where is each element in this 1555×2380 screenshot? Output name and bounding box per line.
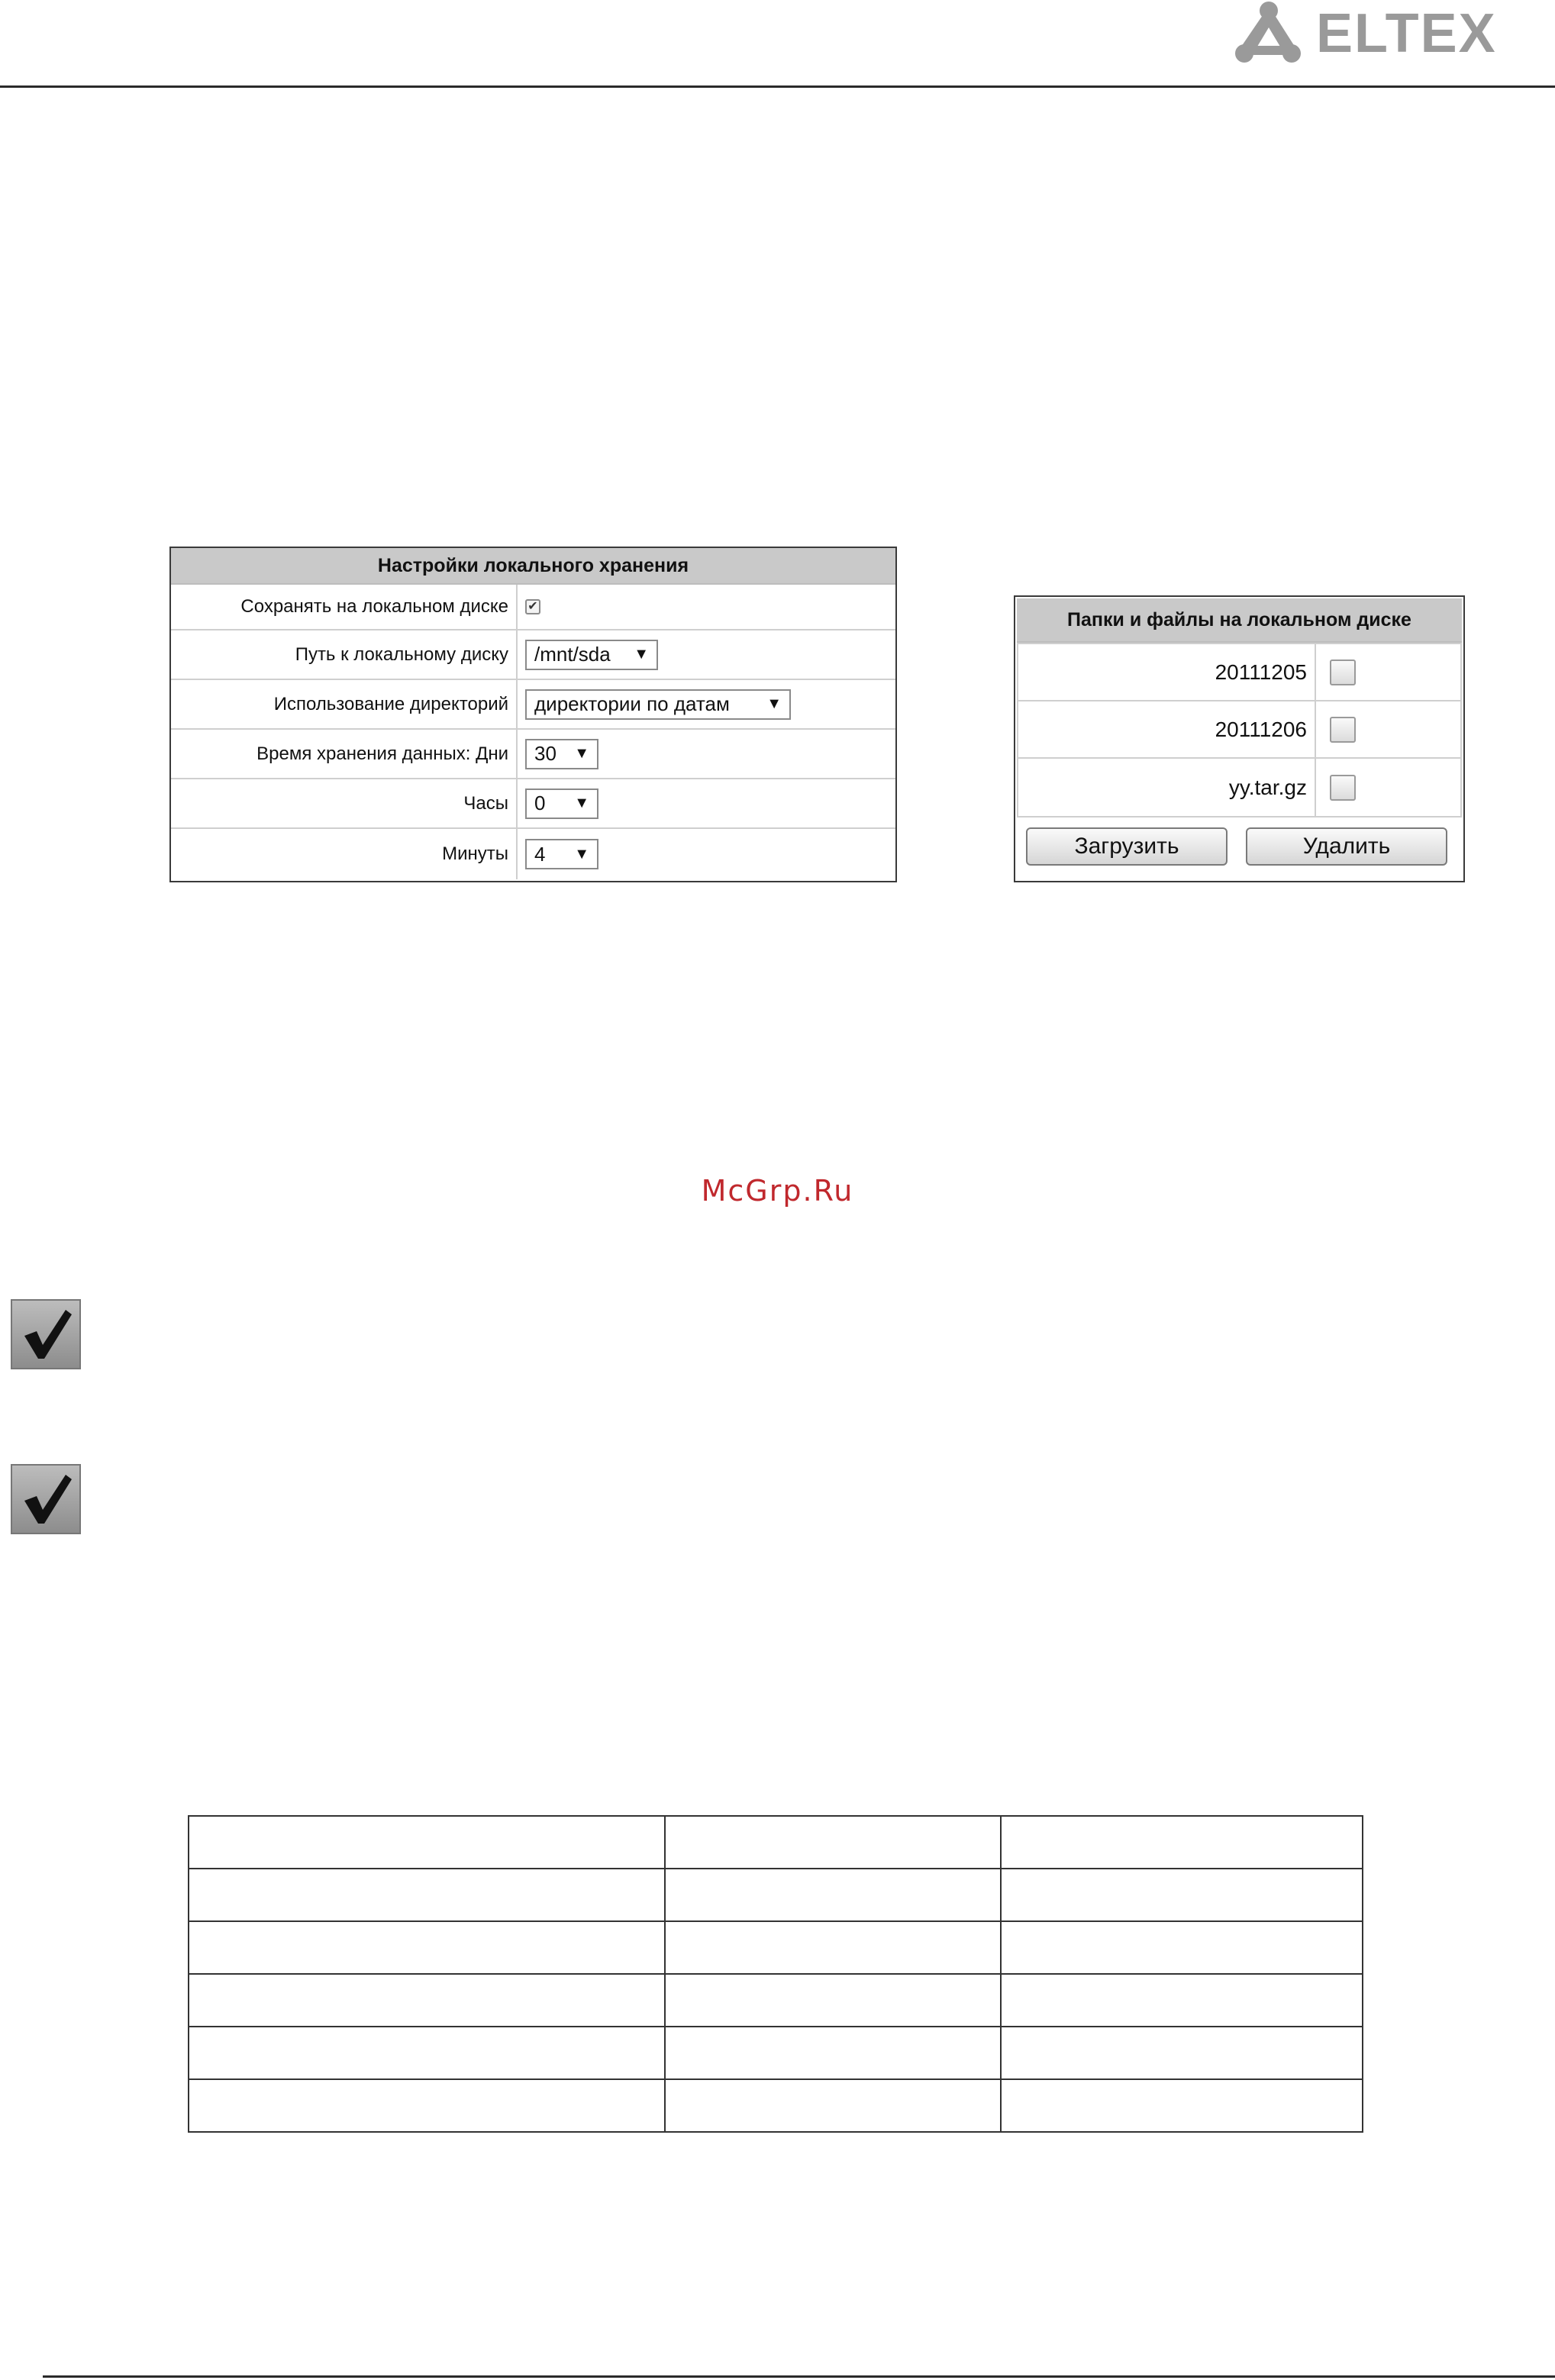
file-row xyxy=(1018,644,1460,701)
file-row xyxy=(1018,701,1460,759)
file-name: 20111205 xyxy=(1018,644,1316,700)
setting-label: Путь к локальному диску xyxy=(171,630,518,679)
table-cell xyxy=(1001,2079,1363,2132)
select-value: директории по датам xyxy=(534,692,730,715)
file-select-checkbox[interactable] xyxy=(1330,717,1356,743)
checkmark-note-icon xyxy=(11,1464,81,1534)
table-cell xyxy=(1001,1974,1363,2027)
local-files-panel xyxy=(1014,595,1465,882)
file-name: yy.tar.gz xyxy=(1018,759,1316,816)
table-cell xyxy=(189,1974,665,2027)
checkmark-note-icon xyxy=(11,1299,81,1369)
table-cell xyxy=(665,1921,1001,1974)
select-value: /mnt/sda xyxy=(534,643,611,666)
setting-label: Время хранения данных: Дни xyxy=(171,730,518,778)
retention-days-select[interactable] xyxy=(525,739,598,769)
table-cell xyxy=(1001,1869,1363,1921)
header-divider xyxy=(0,85,1555,88)
download-button[interactable]: Загрузить xyxy=(1026,827,1228,866)
file-row xyxy=(1018,759,1460,816)
table-row xyxy=(189,1921,1363,1974)
table-row xyxy=(189,1974,1363,2027)
dropdown-arrow-icon: ▼ xyxy=(574,745,589,762)
dropdown-arrow-icon: ▼ xyxy=(766,695,782,712)
table-cell xyxy=(665,1816,1001,1869)
table-cell xyxy=(189,1816,665,1869)
setting-row-retention-hours xyxy=(171,779,895,829)
setting-row-directory-usage xyxy=(171,680,895,730)
retention-minutes-select[interactable] xyxy=(525,839,598,869)
table-cell xyxy=(1001,1816,1363,1869)
table-cell xyxy=(665,2079,1001,2132)
table-cell xyxy=(189,2027,665,2079)
setting-label: Сохранять на локальном диске xyxy=(171,585,518,629)
dropdown-arrow-icon: ▼ xyxy=(574,845,589,863)
table-cell xyxy=(189,2079,665,2132)
svg-text:ELTEX: ELTEX xyxy=(1316,3,1497,64)
table-cell xyxy=(665,1869,1001,1921)
save-local-checkbox[interactable]: ✔ xyxy=(525,599,540,614)
table-cell xyxy=(1001,2027,1363,2079)
setting-label: Часы xyxy=(171,779,518,827)
dropdown-arrow-icon: ▼ xyxy=(574,795,589,811)
eltex-logo-icon xyxy=(1231,0,1521,69)
delete-button[interactable]: Удалить xyxy=(1246,827,1447,866)
document-table xyxy=(188,1815,1363,2133)
table-row xyxy=(189,1816,1363,1869)
local-storage-settings-panel xyxy=(169,547,897,882)
table-cell xyxy=(665,2027,1001,2079)
panel-title: Настройки локального хранения xyxy=(171,548,895,585)
retention-hours-select[interactable] xyxy=(525,788,598,819)
table-cell xyxy=(189,1869,665,1921)
watermark-text: McGrp.Ru xyxy=(701,1174,854,1208)
table-cell xyxy=(665,1974,1001,2027)
table-cell xyxy=(189,1921,665,1974)
setting-label: Использование директорий xyxy=(171,680,518,728)
directory-usage-select[interactable] xyxy=(525,689,791,720)
select-value: 4 xyxy=(534,842,546,866)
table-row xyxy=(189,1869,1363,1921)
table-cell xyxy=(1001,1921,1363,1974)
table-row xyxy=(189,2079,1363,2132)
setting-row-save-local xyxy=(171,585,895,630)
select-value: 30 xyxy=(534,742,557,765)
file-select-checkbox[interactable] xyxy=(1330,775,1356,801)
setting-row-disk-path xyxy=(171,630,895,680)
panel-title: Папки и файлы на локальном диске xyxy=(1017,598,1462,643)
select-value: 0 xyxy=(534,792,546,814)
setting-row-retention-minutes xyxy=(171,829,895,879)
table-row xyxy=(189,2027,1363,2079)
setting-label: Минуты xyxy=(171,829,518,879)
dropdown-arrow-icon: ▼ xyxy=(634,646,649,663)
file-name: 20111206 xyxy=(1018,701,1316,757)
file-select-checkbox[interactable] xyxy=(1330,659,1356,685)
disk-path-select[interactable] xyxy=(525,640,658,670)
footer-divider xyxy=(43,2375,1555,2378)
setting-row-retention-days xyxy=(171,730,895,779)
